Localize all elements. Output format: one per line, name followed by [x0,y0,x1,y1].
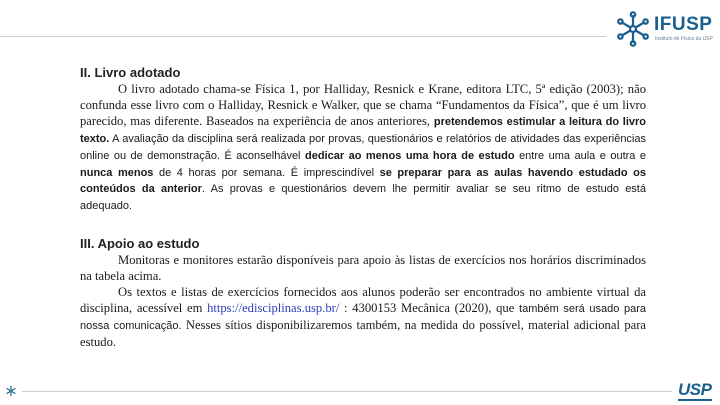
text-run: : 4300153 Mecânica (2020), que [339,300,520,315]
text-run: Nesses sítios disponibilizaremos também, na medida do possível, material adicional para estudo. [80,317,646,349]
ifusp-flower-icon [614,10,652,48]
usp-logo [678,380,714,402]
emphasis-run: nunca menos [80,166,154,179]
header-divider [0,36,606,37]
paragraph-monitores: Monitoras e monitores estarão disponíveis para apoio às listas de exercícios nos horários discriminados na tabela acima. [80,253,646,284]
section-title-livro: II. Livro adotado [80,65,181,80]
ifusp-logo [614,10,714,50]
text-run: . As provas e questionários devem lhe permitir avaliar se seu ritmo de estudo está adequado. [80,183,646,213]
emphasis-run: dedicar ao menos uma hora de estudo [304,149,515,162]
paragraph-livro [80,82,646,215]
emphasis-run: pretendemos estimular a leitura do livro texto. [80,115,646,145]
text-run: de 4 horas por semana. É imprescindível [153,166,380,179]
text-run: A avaliação da disciplina será realizada por provas, questionários e relatórios de atividades das experiências online ou de demonstração. É aconselhável [80,132,646,162]
text-run: também será usado para nossa comunicação. [80,302,646,332]
text-run: entre uma aula e outra e [514,149,647,162]
footer [0,379,720,405]
usp-logo-text: USP [678,380,712,399]
ifusp-flower-icon [4,384,18,398]
section-title-apoio: III. Apoio ao estudo [80,236,200,252]
usp-logo-underline [678,399,712,401]
document-body [80,64,646,351]
text-run: O livro adotado chama-se Física 1, por Halliday, Resnick e Krane, editora LTC, 5ª edição (2003); não confunda esse livro com o Halliday, Resnick e Walker, que se chama “Fundamentos da Física”, que é um livro parecido, mas diferente. Baseados na experiência de anos anteriores, [80,82,646,128]
paragraph-textos [80,285,646,351]
footer-divider [22,391,672,392]
logo-subtitle: Instituto de Física da USP [655,36,713,42]
edisciplinas-link[interactable]: https://edisciplinas.usp.br/ [207,300,340,315]
emphasis-run: se preparar para as aulas havendo estudado os conteúdos da anterior [80,166,646,196]
logo-name: IFUSP [654,14,713,35]
section-spacer [80,215,646,235]
text-run: Os textos e listas de exercícios fornecidos aos alunos poderão ser encontrados no ambiente virtual da disciplina, acessível em [80,285,646,315]
